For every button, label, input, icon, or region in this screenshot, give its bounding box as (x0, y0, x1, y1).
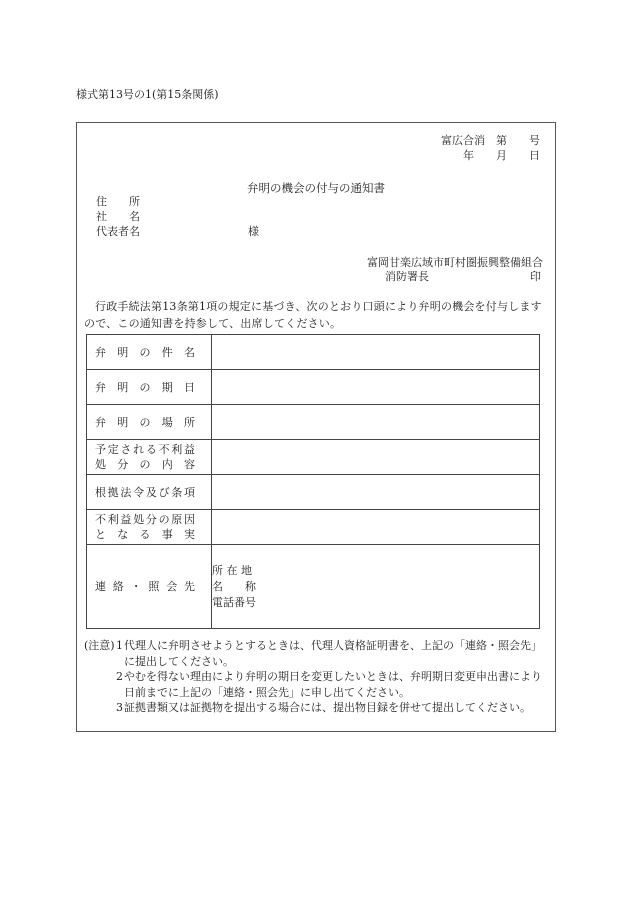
document-date: 年 月 日 (463, 149, 540, 162)
contact-field-name: 名 称 (212, 579, 256, 593)
contact-field-phone: 電話番号 (212, 595, 256, 609)
note-text: やむを得ない理由により弁明の期日を変更したいときは、弁明期日変更申出書により 日前までに上記の「連絡・照会先」に申し出てください。 (124, 670, 564, 699)
table-row (87, 405, 540, 440)
disposition-value-cell[interactable] (212, 440, 540, 475)
contact-field-address: 所 在 地 (212, 563, 252, 577)
table-row (87, 440, 540, 475)
form-code: 様式第13号の1(第15条関係) (76, 88, 219, 101)
body-text: 行政手続法第13条第1項の規定に基づき、次のとおり口頭により弁明の機会を付与しますので、この通知書を持参して、出席してください。 (84, 300, 542, 330)
note-text: 代理人に弁明させようとするときは、代理人資格証明書を、上記の「連絡・照会先」に提出してください。 (124, 639, 542, 668)
hearing-info-table (86, 334, 540, 629)
row-label-subject: 弁明の件名 (95, 345, 195, 359)
recipient-address-label: 住 所 (96, 195, 140, 208)
note-text: 証拠書類又は証拠物を提出する場合には、提出物目録を併せて提出してください。 (124, 701, 531, 714)
date-value-cell[interactable] (212, 370, 540, 405)
row-label-date: 弁明の期日 (95, 380, 195, 394)
row-label-disposition-line2: 処分の内容 (95, 458, 195, 471)
table-row (87, 545, 540, 629)
document-title: 弁明の機会の付与の通知書 (247, 181, 385, 195)
note-item (84, 638, 550, 669)
note-number: 3 (116, 701, 123, 714)
document-number: 富広合消 第 号 (441, 134, 540, 147)
row-label-cause-line1: 不利益処分の原因 (95, 513, 195, 526)
recipient-honorific: 様 (248, 225, 259, 238)
legal-basis-value-cell[interactable] (212, 475, 540, 510)
notes (84, 638, 564, 716)
subject-value-cell[interactable] (212, 335, 540, 370)
issuer-chief: 消防署長 (385, 270, 429, 283)
notes-prefix: (注意) (84, 639, 115, 652)
contact-value-cell[interactable] (212, 545, 540, 629)
table-row (87, 335, 540, 370)
table-row (87, 370, 540, 405)
row-label-place: 弁明の場所 (95, 415, 195, 429)
note-number: 2 (116, 670, 123, 683)
note-item (84, 669, 564, 700)
cause-value-cell[interactable] (212, 510, 540, 545)
recipient-representative-label: 代表者名 (96, 225, 140, 238)
note-number: 1 (116, 639, 123, 652)
table-row (87, 510, 540, 545)
issuer-organization: 富岡甘楽広域市町村圏振興整備組合 (367, 256, 543, 269)
issuer-seal: 印 (530, 270, 541, 283)
place-value-cell[interactable] (212, 405, 540, 440)
note-item (84, 700, 550, 716)
row-label-legal-basis: 根拠法令及び条項 (95, 485, 195, 499)
row-label-cause-line2: となる事実 (95, 528, 195, 541)
row-label-contact: 連絡・照会先 (95, 580, 195, 593)
table-row (87, 475, 540, 510)
recipient-company-label: 社 名 (96, 210, 140, 223)
row-label-disposition-line1: 予定される不利益 (95, 443, 195, 456)
